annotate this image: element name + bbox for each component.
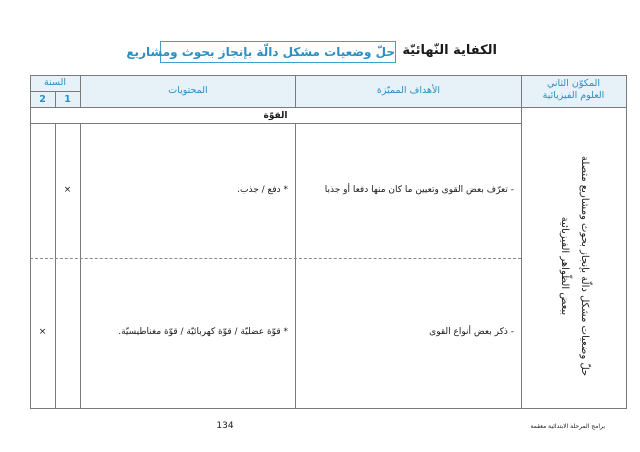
year2-header: 2: [39, 94, 46, 105]
content-row-1: * دفع / جذب.: [237, 185, 288, 195]
year2-mark-row-2: ×: [38, 327, 47, 337]
component-cell: [521, 123, 627, 408]
row-separator: [30, 258, 521, 259]
objective-row-1: - تعرّف بعض القوى وتعيين ما كان منها دفعا أو جذبا: [324, 185, 514, 195]
content-row-2: * قوّة عضليّة / قوّة كهربائيّة / قوّة مغناطيسيّة.: [118, 327, 288, 337]
component-header: المكوّن الثاني العلوم الفيزيائية: [542, 78, 605, 101]
section-title: القوّة: [263, 111, 288, 121]
year1-mark-row-1: ×: [63, 185, 72, 195]
page-number: 134: [216, 421, 234, 431]
objective-row-2: - ذكر بعض أنواع القوى: [429, 327, 514, 337]
year1-header: 1: [64, 94, 71, 105]
year-header: السنة: [44, 77, 66, 88]
footer-program: برامج المرحلة الابتدائية معقمة: [530, 423, 605, 430]
competency-label: الكفاية النّهائيّة: [402, 43, 497, 58]
contents-header: المحتويات: [168, 85, 208, 96]
component-vertical-text: حلّ وضعيات مشكل دالّة بإنجاز بحوث ومشاريع متصلة ببعض الظّواهر الفيزيائية: [559, 155, 590, 376]
competency-box: حلّ وضعيات مشكل دالّة بإنجاز بحوث ومشاريع: [160, 41, 396, 63]
objectives-header: الأهداف المميّزة: [376, 85, 441, 96]
